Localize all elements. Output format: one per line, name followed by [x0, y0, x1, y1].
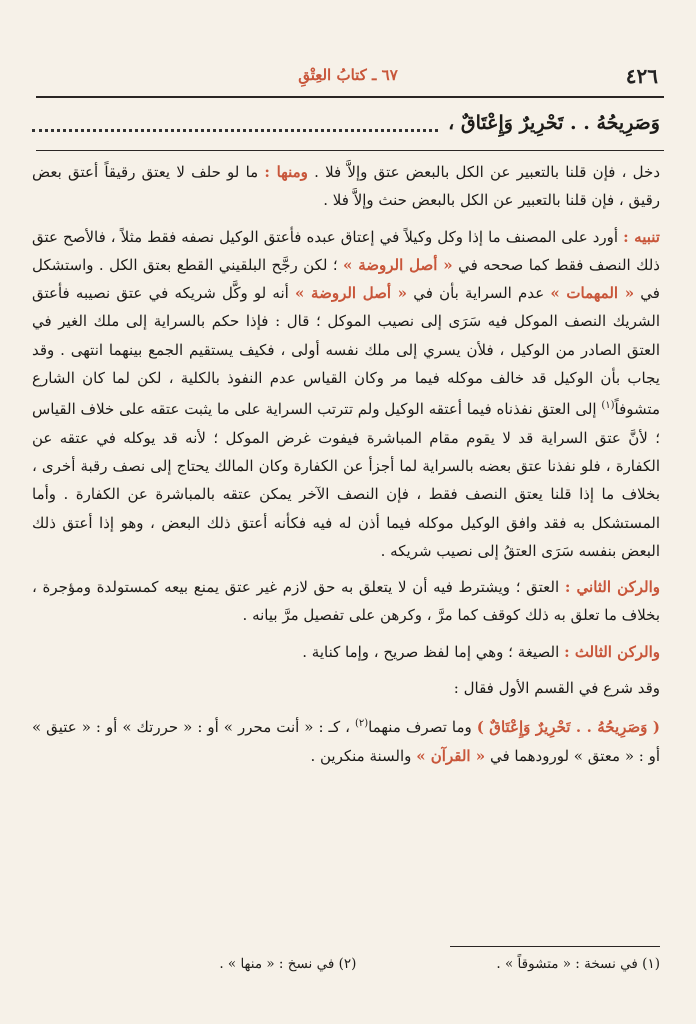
paragraph-4 [32, 638, 660, 666]
footnote-2 [219, 956, 356, 972]
matn-line [32, 108, 660, 138]
p2-text-2: ؛ لكن رجَّح البلقيني القطع بعتق الكل . واستشكل في [32, 255, 660, 303]
p2-text-4: أنه لو وكَّل شريكه في عتق نصيبه فأعتق الشريك النصف الموكل فيه سَرَى إلى نصيب الموكل ؛ قال : فإذا حكم بالسراية إلى ملك الغير في العتق الصادر من الوكيل ، فلأن يسري إلى ملك نفسه أولى ، فكيف يستقيم الجمع بينهما انتهى . وقد يجاب بأن الوكيل قد خالف موكله فيما مر وكان القياس عدم النفوذ بالكلية ، لكن لما كان الشارع متشوفاً [32, 284, 660, 419]
p2-ref-3: « أصل الروضة » [295, 284, 408, 303]
matn-dotted-leader [32, 115, 438, 132]
running-header-title: ٦٧ ـ كتابُ العِتْقِ [298, 66, 398, 84]
p1-text-2: ما لو حلف لا يعتق رقيقاً أعتق بعض رقيق ، فإن قلنا بالتعبير عن الكل بالبعض حنث وإلاَّ فلا . [32, 163, 660, 210]
p2-ref-2: « المهمات » [550, 284, 635, 303]
p2-text-1: أورد على المصنف ما إذا وكل وكيلاً في إعتاق عبده فأعتق الوكيل نصفه فقط مثلاً ، فالأصح عتق ذلك النصف فقط كما صححه في [32, 227, 660, 274]
p6-ref: « القرآن » [416, 746, 486, 765]
p5-text-1: وقد شرع في القسم الأول فقال : [453, 679, 660, 698]
footnote-1-number: (١) [642, 956, 660, 972]
p4-text-1: الصيغة ؛ وهي إما لفظ صريح ، وإما كناية . [302, 642, 560, 661]
p2-ref-1: « أصل الروضة » [343, 255, 453, 274]
p2-text-3: عدم السراية بأن في [413, 284, 545, 303]
p3-label: والركن الثاني : [564, 578, 660, 597]
footnote-marker-2: (٢) [354, 718, 369, 730]
p1-label: ومنها : [264, 163, 308, 181]
paragraph-3 [32, 573, 660, 630]
p2-text-5: إلى العتق نفذناه فيما أعتقه الوكيل ولم تترتب السراية على ما يثبت عتقه على خلاف القياس ؛ لأنَّ عتق السراية قد لا يقوم مقام المباشرة فيفوت غرض الموكل ؛ لأنه قد يوكله في عتقه عن الكفارة ، فلو نفذنا عتق بعضه بالسراية لما أجزأ عن الكفارة وكان المالك يحتاج إلى نصف رقبة أخرى ، بخلاف ما إذا قلنا يعتق النصف فقط ، فإن النصف الآخر يمكن عتقه بالمباشرة عن الكفارة . وأما المستشكل به فقد وافق الوكيل موكله فيما أذن له فيه فكأنه أعتق ذلك البعض ، وهو إذا أعتق ذلك البعض بنفسه سَرَى العتقُ إلى نصيب شريكه . [32, 400, 660, 560]
p1-text-1: دخل ، فإن قلنا بالتعبير عن الكل بالبعض عتق وإلاَّ فلا . [314, 163, 660, 181]
paragraph-2 [32, 223, 660, 566]
p6-matn-quote: ( وَصَرِيحُهُ . . تَحْرِيرٌ وَإِعْتَاقٌ ) [476, 718, 660, 737]
p3-text-1: العتق ؛ ويشترط فيه أن لا يتعلق به حق لازم غير عتق يمنع بيعه كمستولدة ومؤجرة ، بخلاف ما تعلق به ذلك كوقف كما مرَّ ، وكرهن على تفصيل مرَّ بيانه . [32, 578, 660, 625]
p6-text-2: ، كـ : « أنت محرر » أو : « حررتك » أو : « عتيق » أو : « معتق » لورودهما في [32, 718, 660, 765]
p2-label: تنبيه : [623, 227, 660, 246]
header-rule [36, 96, 664, 98]
paragraph-1 [32, 158, 660, 215]
p4-label: والركن الثالث : [564, 642, 660, 661]
matn-text: وَصَرِيحُهُ . . تَحْرِيرٌ وَإِعْتَاقٌ ، [448, 112, 660, 134]
footnote-1 [496, 956, 660, 972]
paragraph-5 [32, 674, 660, 702]
p6-text-3: والسنة منكرين . [310, 746, 412, 765]
footnote-rule [450, 946, 660, 947]
footnote-marker-1: (١) [601, 400, 615, 412]
footnotes [32, 956, 660, 972]
commentary-body [32, 158, 660, 770]
paragraph-6 [32, 710, 660, 770]
footnote-1-text: في نسخة : « متشوقاً » . [496, 956, 638, 972]
p6-text-1: وما تصرف منهما [368, 718, 472, 737]
page-number: ٤٢٦ [625, 64, 658, 88]
footnote-2-number: (٢) [338, 956, 357, 972]
footnote-2-text: في نسخ : « منها » . [219, 956, 335, 972]
matn-separator-rule [36, 150, 664, 151]
